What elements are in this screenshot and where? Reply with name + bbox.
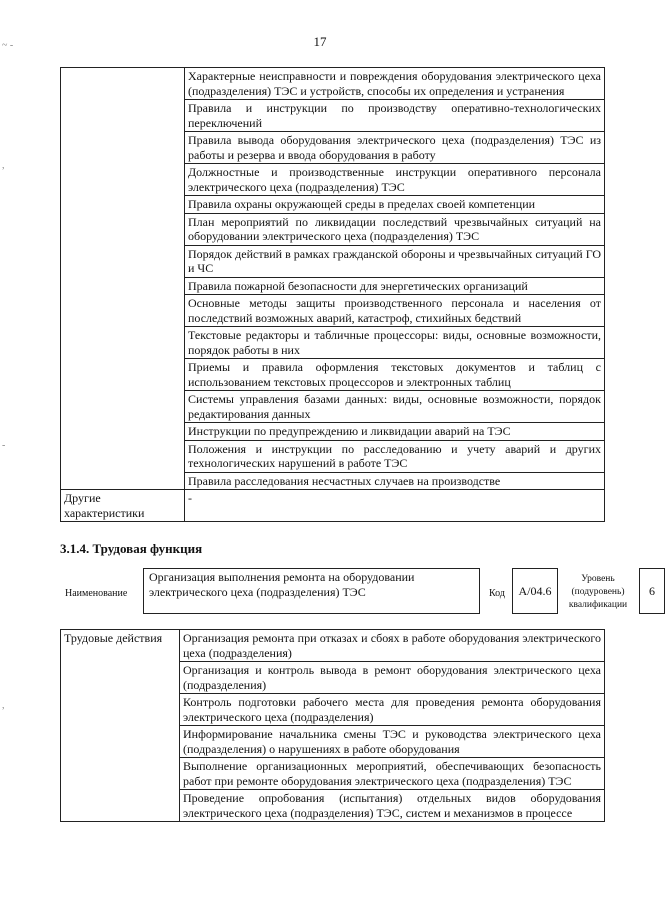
table-row	[61, 68, 605, 100]
table-cell: Приемы и правила оформления текстовых документов и таблиц с использованием текстовых процессоров и электронных таблиц	[185, 359, 605, 391]
table-row	[61, 630, 605, 662]
table-cell: Контроль подготовки рабочего места для проведения ремонта оборудования электрического цеха (подразделения)	[180, 694, 605, 726]
table-cell: Инструкции по предупреждению и ликвидации аварий на ТЭС	[185, 423, 605, 441]
table-row	[61, 490, 605, 522]
table-cell: Правила охраны окружающей среды в пределах своей компетенции	[185, 196, 605, 214]
function-header	[60, 568, 655, 616]
function-name: Организация выполнения ремонта на оборудовании электрического цеха (подразделения) ТЭС	[143, 568, 480, 614]
margin-mark: ~ -	[2, 40, 14, 51]
table-cell: Основные методы защиты производственного персонала и населения от последствий возможных аварий, катастроф, стихийных бедствий	[185, 295, 605, 327]
table-cell: Порядок действий в рамках гражданской обороны и чрезвычайных ситуаций ГО и ЧС	[185, 245, 605, 277]
labor-actions-table	[60, 629, 605, 822]
table-cell: Организация и контроль вывода в ремонт оборудования электрического цеха (подразделения)	[180, 662, 605, 694]
empty-label-cell	[61, 68, 185, 490]
qualification-level-label: Уровень (подуровень) квалификации	[568, 574, 628, 610]
table-cell: План мероприятий по ликвидации последствий чрезвычайных ситуаций на оборудовании электрического цеха (подразделения) ТЭС	[185, 213, 605, 245]
name-label: Наименование	[65, 588, 128, 599]
margin-mark: ,	[2, 700, 5, 711]
knowledge-table	[60, 67, 605, 522]
table-cell: Правила пожарной безопасности для энергетических организаций	[185, 277, 605, 295]
table-cell: Положения и инструкции по расследованию и учету аварий и других технологических нарушений в работе ТЭС	[185, 440, 605, 472]
table-cell: Должностные и производственные инструкции оперативного персонала электрического цеха (подразделения) ТЭС	[185, 164, 605, 196]
table-cell: Информирование начальника смены ТЭС и руководства электрического цеха (подразделения) о нарушениях в работе оборудования	[180, 726, 605, 758]
table-cell: Правила расследования несчастных случаев на производстве	[185, 472, 605, 490]
labor-actions-label: Трудовые действия	[61, 630, 180, 822]
other-characteristics-label: Другие характеристики	[61, 490, 185, 522]
table-cell: Системы управления базами данных: виды, основные возможности, порядок редактирования данных	[185, 391, 605, 423]
code-label: Код	[489, 588, 505, 599]
function-code: А/04.6	[512, 568, 558, 614]
table-cell: Правила вывода оборудования электрического цеха (подразделения) ТЭС из работы и резерва и ввода оборудования в работу	[185, 132, 605, 164]
margin-mark: -	[2, 440, 6, 451]
table-cell: Выполнение организационных мероприятий, обеспечивающих безопасность работ при ремонте оборудования электрического цеха (подразделения) ТЭС	[180, 758, 605, 790]
table-cell: Характерные неисправности и повреждения оборудования электрического цеха (подразделения) ТЭС и устройств, способы их определения и устранения	[185, 68, 605, 100]
table-cell: Правила и инструкции по производству оперативно-технологических переключений	[185, 100, 605, 132]
margin-mark: ,	[2, 160, 5, 171]
table-cell: Текстовые редакторы и табличные процессоры: виды, основные возможности, порядок работы в них	[185, 327, 605, 359]
section-title: 3.1.4. Трудовая функция	[60, 541, 203, 556]
page-number: 17	[313, 34, 327, 49]
other-characteristics-value: -	[185, 490, 605, 522]
table-cell: Организация ремонта при отказах и сбоях в работе оборудования электрического цеха (подразделения)	[180, 630, 605, 662]
table-cell: Проведение опробования (испытания) отдельных видов оборудования электрического цеха (подразделения) ТЭС, систем и механизмов в процессе	[180, 790, 605, 822]
qualification-level: 6	[639, 568, 665, 614]
